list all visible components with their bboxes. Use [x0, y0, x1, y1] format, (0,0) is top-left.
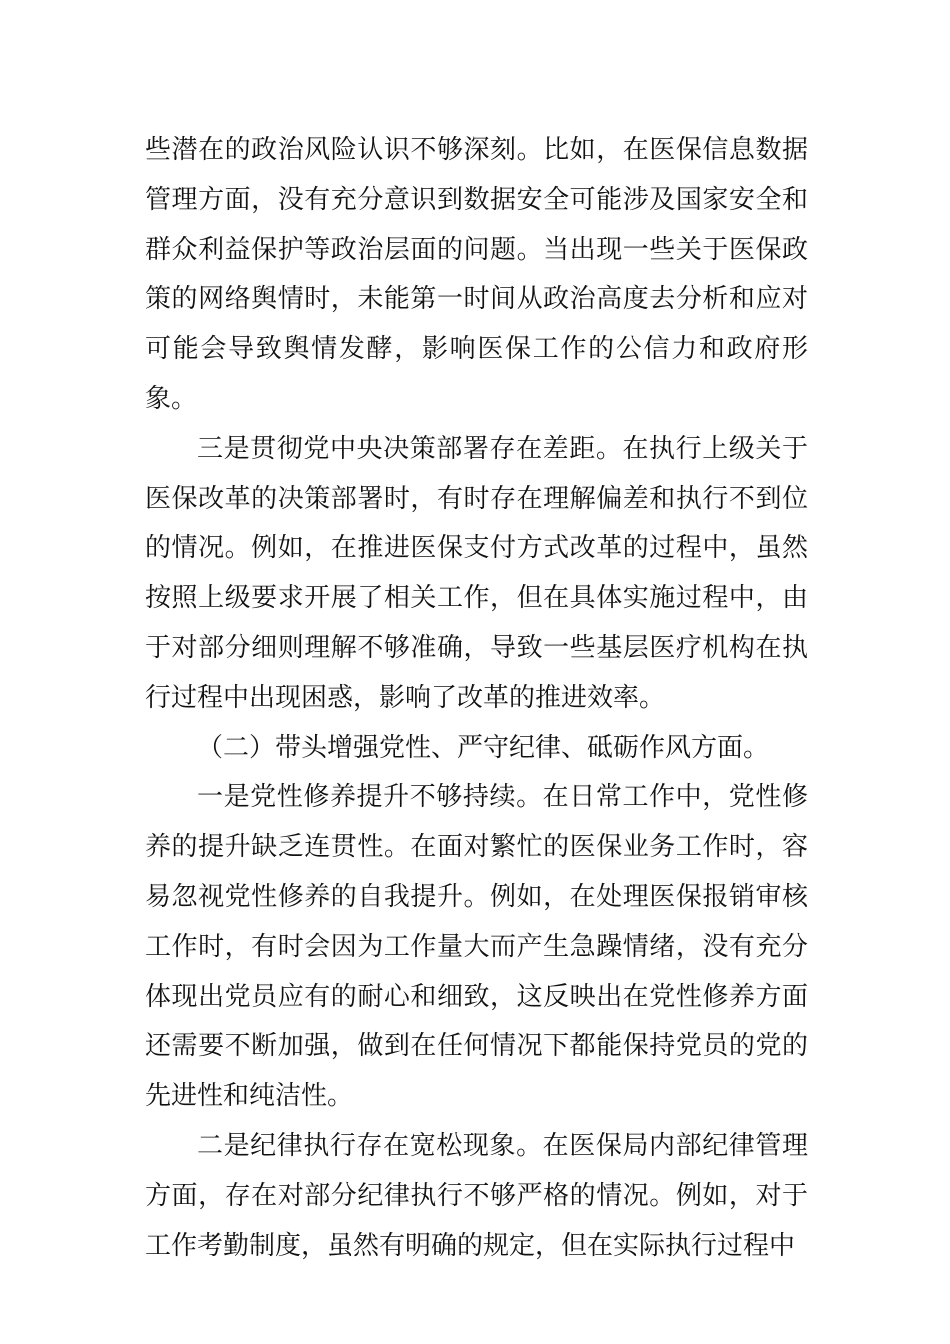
paragraph-political-risk: 些潜在的政治风险认识不够深刻。比如，在医保信息数据管理方面，没有充分意识到数据安全可能涉及国家安全和群众利益保护等政治层面的问题。当出现一些关于医保政策的网络舆情时，未能第一时间从政治高度去分析和应对可能会导致舆情发酵，影响医保工作的公信力和政府形象。 — [145, 135, 808, 414]
paragraph-central-decisions: 三是贯彻党中央决策部署存在差距。在执行上级关于医保改革的决策部署时，有时存在理解偏差和执行不到位的情况。例如，在推进医保支付方式改革的过程中，虽然按照上级要求开展了相关工作，但在具体实施过程中，由于对部分细则理解不够准确，导致一些基层医疗机构在执行过程中出现困惑，影响了改革的推进效率。 — [145, 433, 808, 713]
paragraph-discipline-execution: 二是纪律执行存在宽松现象。在医保局内部纪律管理方面，存在对部分纪律执行不够严格的情况。例如，对于工作考勤制度，虽然有明确的规定，但在实际执行过程中 — [145, 1130, 808, 1261]
paragraph-party-cultivation: 一是党性修养提升不够持续。在日常工作中，党性修养的提升缺乏连贯性。在面对繁忙的医保业务工作时，容易忽视党性修养的自我提升。例如，在处理医保报销审核工作时，有时会因为工作量大而产生急躁情绪，没有充分体现出党员应有的耐心和细致，这反映出在党性修养方面还需要不断加强，做到在任何情况下都能保持党员的党的先进性和纯洁性。 — [145, 782, 808, 1112]
document-body — [145, 126, 808, 1271]
section-heading-party-spirit: （二）带头增强党性、严守纪律、砥砺作风方面。 — [197, 732, 770, 763]
